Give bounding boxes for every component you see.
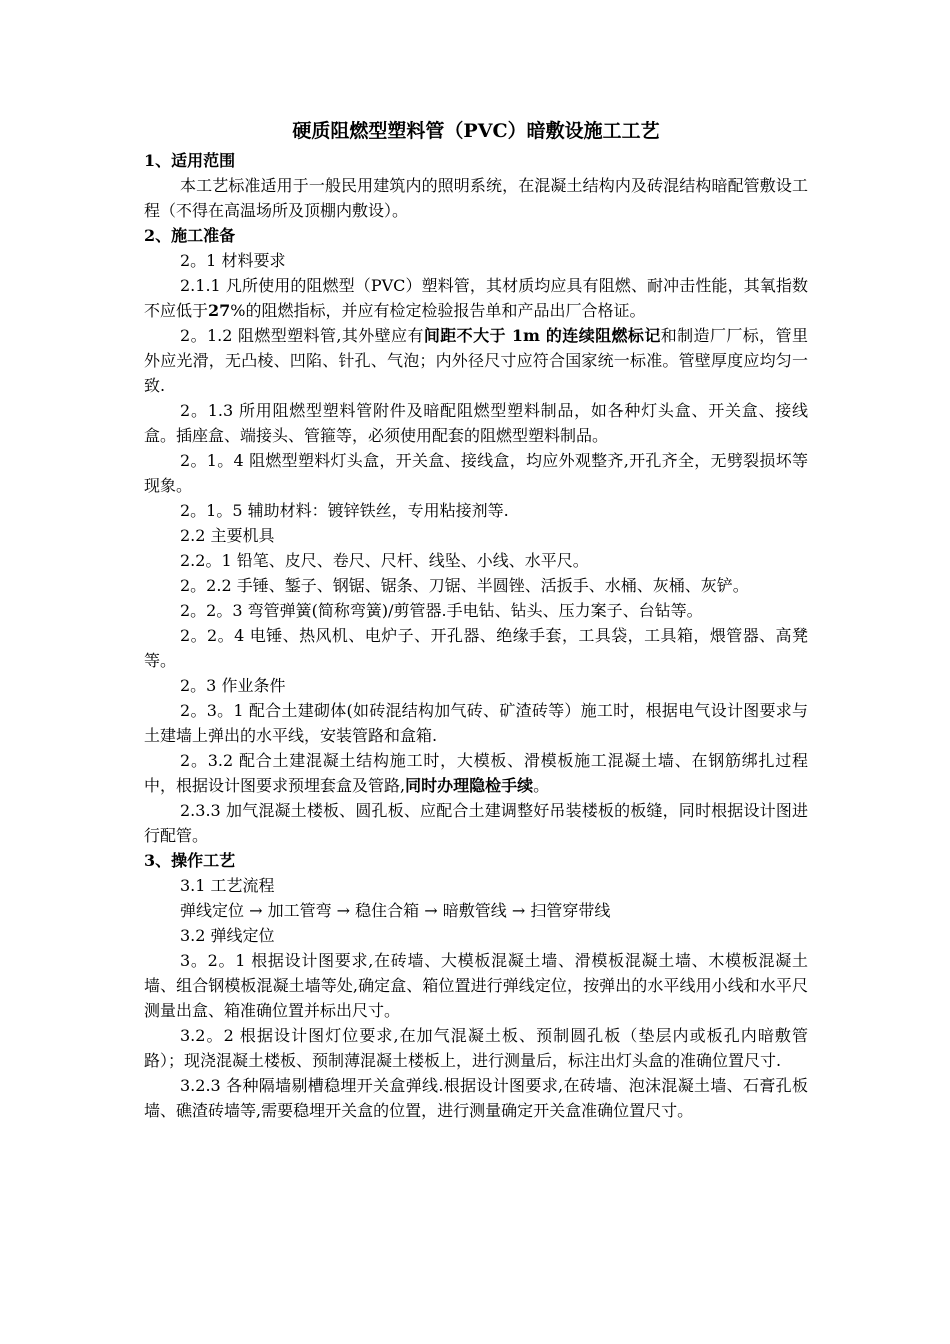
paragraph-2-1-1 [144, 273, 808, 323]
paragraph-2-1-2-text-a: 2。1.2 阻燃型塑料管,其外壁应有 [180, 326, 424, 345]
paragraph-2-1-4: 2。1。4 阻燃型塑料灯头盒，开关盒、接线盒，均应外观整齐,开孔齐全，无劈裂损坏等现象。 [144, 451, 808, 495]
paragraph-2-3-3: 2.3.3 加气混凝土楼板、圆孔板、应配合土建调整好吊装楼板的板缝，同时根据设计图进行配管。 [144, 801, 808, 845]
subheading-materials: 2。1 材料要求 [180, 251, 286, 270]
flame-retardant-mark-emphasis: 间距不大于 1m 的连续阻燃标记 [423, 326, 661, 345]
paragraph-3-2-2: 3.2。2 根据设计图灯位要求,在加气混凝土板、预制圆孔板（垫层内或板孔内暗敷管路）；现浇混凝土楼板、预制薄混凝土楼板上，进行测量后，标注出灯头盒的准确位置尺寸. [144, 1026, 808, 1070]
section-heading-operation: 3、操作工艺 [144, 851, 236, 870]
document-title: 硬质阻燃型塑料管（PVC）暗敷设施工工艺 [292, 120, 660, 142]
document-page [144, 118, 808, 1123]
paragraph-2-1-5: 2。1。5 辅助材料：镀锌铁丝，专用粘接剂等. [180, 501, 509, 520]
paragraph-2-1-2 [144, 323, 808, 398]
paragraph-2-3-1: 2。3。1 配合土建砌体(如砖混结构加气砖、矿渣砖等）施工时，根据电气设计图要求与土建墙上弹出的水平线，安装管路和盒箱. [144, 701, 808, 745]
paragraph-2-1-1-text-c: %的阻燃指标，并应有检定检验报告单和产品出厂合格证。 [230, 301, 646, 320]
paragraph-3-2-3: 3.2.3 各种隔墙剔槽稳埋开关盒弹线.根据设计图要求,在砖墙、泡沫混凝土墙、石膏孔板墙、礁渣砖墙等,需要稳埋开关盒的位置，进行测量确定开关盒准确位置尺寸。 [144, 1076, 808, 1120]
paragraph-3-2-1: 3。2。1 根据设计图要求,在砖墙、大模板混凝土墙、滑模板混凝土墙、木模板混凝土墙、组合钢模板混凝土墙等处,确定盒、箱位置进行弹线定位，按弹出的水平线用小线和水平尺测量出盒、箱准确位置并标出尺寸。 [144, 951, 808, 1020]
oxygen-index-value: 27 [208, 301, 231, 320]
paragraph-2-2-4: 2。2。4 电锤、热风机、电炉子、开孔器、绝缘手套，工具袋，工具箱，煨管器、高凳等。 [144, 626, 808, 670]
concealed-inspection-emphasis: 同时办理隐检手续 [405, 776, 534, 795]
paragraph-2-3-2-text-a: 2。3.2 配合土建混凝土结构施工时，大模板、滑模板施工混凝土墙、在钢筋绑扎过程中，根据设计图要求预埋套盒及管路, [144, 751, 808, 795]
subheading-line-positioning: 3.2 弹线定位 [180, 926, 275, 945]
subheading-conditions: 2。3 作业条件 [180, 676, 286, 695]
paragraph-scope: 本工艺标准适用于一般民用建筑内的照明系统，在混凝土结构内及砖混结构暗配管敷设工程（不得在高温场所及顶棚内敷设）。 [144, 176, 808, 220]
process-flow-line: 弹线定位 → 加工管弯 → 稳住合箱 → 暗敷管线 → 扫管穿带线 [180, 901, 611, 920]
subheading-process-flow: 3.1 工艺流程 [180, 876, 275, 895]
paragraph-2-1-2-text-c: 和制造厂厂标，管里外应光滑，无凸棱、凹陷、针孔、气泡；内外径尺寸应符合国家统一标准。管壁厚度应均匀一致. [144, 326, 808, 395]
paragraph-2-3-2 [144, 748, 808, 798]
paragraph-2-2-1: 2.2。1 铅笔、皮尺、卷尺、尺杆、线坠、小线、水平尺。 [180, 551, 589, 570]
paragraph-2-1-1-text-a: 2.1.1 凡所使用的阻燃型（PVC）塑料管，其材质均应具有阻燃、耐冲击性能，其氧指数不应低于 [144, 276, 808, 320]
paragraph-2-2-3: 2。2。3 弯管弹簧(简称弯簧)/剪管器.手电钻、钻头、压力案子、台钻等。 [180, 601, 703, 620]
paragraph-2-3-2-text-c: 。 [533, 776, 550, 795]
section-heading-scope: 1、适用范围 [144, 151, 236, 170]
paragraph-2-1-3: 2。1.3 所用阻燃型塑料管附件及暗配阻燃型塑料制品，如各种灯头盒、开关盒、接线盒。插座盒、端接头、管箍等，必须使用配套的阻燃型塑料制品。 [144, 401, 808, 445]
subheading-tools: 2.2 主要机具 [180, 526, 275, 545]
paragraph-2-2-2: 2。2.2 手锤、錾子、钢锯、锯条、刀锯、半圆锉、活扳手、水桶、灰桶、灰铲。 [180, 576, 749, 595]
section-heading-preparation: 2、施工准备 [144, 226, 236, 245]
